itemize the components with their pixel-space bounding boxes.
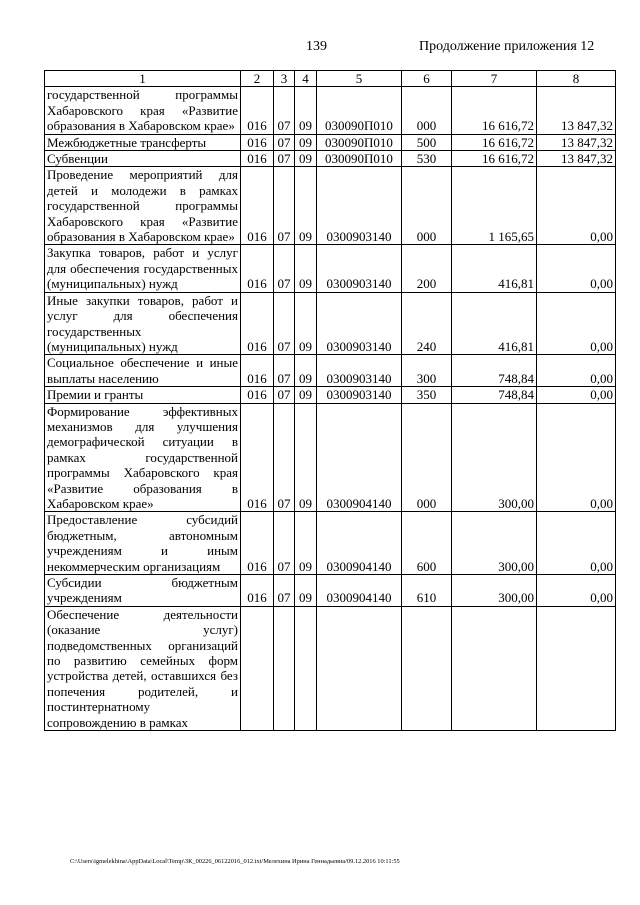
target-article-cell: 0300903140 [317, 355, 402, 387]
table-row [45, 512, 616, 575]
subsection-code-cell: 09 [295, 245, 317, 292]
target-article-cell: 0300903140 [317, 245, 402, 292]
expense-type-cell [402, 606, 452, 730]
table-row [45, 355, 616, 387]
planned-amount-cell: 416,81 [452, 292, 537, 355]
expenditure-name-cell: Премии и гранты [45, 387, 241, 403]
table-row [45, 575, 616, 607]
expenditure-name-cell: Формирование эффективных механизмов для улучшения демографической ситуации в рамках государственной программы Хабаровского края «Развитие образования в Хабаровском крае» [45, 403, 241, 512]
target-article-cell: 0300903140 [317, 292, 402, 355]
expenditure-name-cell: Закупка товаров, работ и услуг для обеспечения государственных (муниципальных) нужд [45, 245, 241, 292]
expenditure-name-cell: государственной программы Хабаровского края «Развитие образования в Хабаровском крае» [45, 87, 241, 134]
executed-amount-cell: 0,00 [537, 387, 616, 403]
section-code-cell: 07 [274, 575, 295, 607]
target-article-cell: 0300904140 [317, 403, 402, 512]
column-number: 5 [317, 71, 402, 87]
table-body [45, 71, 616, 731]
section-code-cell: 07 [274, 87, 295, 134]
target-article-cell: 0300904140 [317, 575, 402, 607]
ministry-code-cell: 016 [241, 87, 274, 134]
ministry-code-cell: 016 [241, 151, 274, 167]
planned-amount-cell: 416,81 [452, 245, 537, 292]
expense-type-cell: 200 [402, 245, 452, 292]
column-number: 1 [45, 71, 241, 87]
column-number: 8 [537, 71, 616, 87]
target-article-cell: 030090П010 [317, 134, 402, 150]
expense-type-cell: 000 [402, 403, 452, 512]
target-article-cell [317, 606, 402, 730]
footer-file-path: C:\Users\igmelekhina\AppData\Local\Temp\ЗК_00226_06122016_012.txt/Мелехина Ирина Геннадьевна/09.12.2016 10:11:55 [70, 858, 400, 865]
expense-type-cell: 530 [402, 151, 452, 167]
planned-amount-cell: 300,00 [452, 512, 537, 575]
section-code-cell: 07 [274, 403, 295, 512]
section-code-cell: 07 [274, 134, 295, 150]
planned-amount-cell: 16 616,72 [452, 151, 537, 167]
page-number: 139 [306, 39, 327, 54]
column-number: 6 [402, 71, 452, 87]
ministry-code-cell: 016 [241, 403, 274, 512]
executed-amount-cell: 0,00 [537, 403, 616, 512]
expenditure-name-cell: Обеспечение деятельности (оказание услуг) подведомственных организаций по развитию семейных форм устройства детей, оставшихся без попечения родителей, и постинтернатному сопровождению в рамках [45, 606, 241, 730]
target-article-cell: 0300903140 [317, 167, 402, 245]
expenditure-name-cell: Межбюджетные трансферты [45, 134, 241, 150]
table-row [45, 87, 616, 134]
column-number: 3 [274, 71, 295, 87]
table-row [45, 387, 616, 403]
executed-amount-cell: 13 847,32 [537, 151, 616, 167]
subsection-code-cell: 09 [295, 167, 317, 245]
expense-type-cell: 000 [402, 167, 452, 245]
table-row [45, 606, 616, 730]
section-code-cell: 07 [274, 512, 295, 575]
planned-amount-cell: 16 616,72 [452, 87, 537, 134]
executed-amount-cell: 0,00 [537, 292, 616, 355]
planned-amount-cell: 300,00 [452, 403, 537, 512]
table-row [45, 403, 616, 512]
section-code-cell: 07 [274, 292, 295, 355]
executed-amount-cell [537, 606, 616, 730]
table-row [45, 292, 616, 355]
target-article-cell: 030090П010 [317, 151, 402, 167]
table-row [45, 134, 616, 150]
expense-type-cell: 000 [402, 87, 452, 134]
expenditure-name-cell: Субвенции [45, 151, 241, 167]
subsection-code-cell: 09 [295, 151, 317, 167]
ministry-code-cell: 016 [241, 512, 274, 575]
executed-amount-cell: 0,00 [537, 245, 616, 292]
executed-amount-cell: 13 847,32 [537, 87, 616, 134]
expense-type-cell: 350 [402, 387, 452, 403]
ministry-code-cell: 016 [241, 292, 274, 355]
subsection-code-cell: 09 [295, 387, 317, 403]
ministry-code-cell: 016 [241, 355, 274, 387]
expenditure-name-cell: Субсидии бюджетным учреждениям [45, 575, 241, 607]
column-number-row [45, 71, 616, 87]
ministry-code-cell: 016 [241, 134, 274, 150]
target-article-cell: 030090П010 [317, 87, 402, 134]
ministry-code-cell: 016 [241, 245, 274, 292]
planned-amount-cell [452, 606, 537, 730]
column-number: 7 [452, 71, 537, 87]
target-article-cell: 0300904140 [317, 512, 402, 575]
executed-amount-cell: 0,00 [537, 355, 616, 387]
planned-amount-cell: 300,00 [452, 575, 537, 607]
subsection-code-cell: 09 [295, 403, 317, 512]
planned-amount-cell: 748,84 [452, 387, 537, 403]
section-code-cell: 07 [274, 387, 295, 403]
section-code-cell: 07 [274, 245, 295, 292]
expense-type-cell: 300 [402, 355, 452, 387]
expenditure-name-cell: Предоставление субсидий бюджетным, автономным учреждениям и иным некоммерческим организациям [45, 512, 241, 575]
subsection-code-cell: 09 [295, 134, 317, 150]
subsection-code-cell: 09 [295, 292, 317, 355]
expense-type-cell: 600 [402, 512, 452, 575]
expense-type-cell: 500 [402, 134, 452, 150]
table-row [45, 167, 616, 245]
subsection-code-cell: 09 [295, 355, 317, 387]
subsection-code-cell [295, 606, 317, 730]
table-row [45, 245, 616, 292]
executed-amount-cell: 13 847,32 [537, 134, 616, 150]
ministry-code-cell [241, 606, 274, 730]
expenditure-name-cell: Иные закупки товаров, работ и услуг для обеспечения государственных (муниципальных) нужд [45, 292, 241, 355]
expenditure-name-cell: Социальное обеспечение и иные выплаты населению [45, 355, 241, 387]
section-code-cell [274, 606, 295, 730]
subsection-code-cell: 09 [295, 512, 317, 575]
expense-type-cell: 610 [402, 575, 452, 607]
section-code-cell: 07 [274, 167, 295, 245]
ministry-code-cell: 016 [241, 167, 274, 245]
executed-amount-cell: 0,00 [537, 575, 616, 607]
appendix-continuation-title: Продолжение приложения 12 [419, 39, 595, 54]
executed-amount-cell: 0,00 [537, 512, 616, 575]
column-number: 2 [241, 71, 274, 87]
ministry-code-cell: 016 [241, 575, 274, 607]
ministry-code-cell: 016 [241, 387, 274, 403]
planned-amount-cell: 748,84 [452, 355, 537, 387]
section-code-cell: 07 [274, 355, 295, 387]
section-code-cell: 07 [274, 151, 295, 167]
expenditure-name-cell: Проведение мероприятий для детей и молодежи в рамках государственной программы Хабаровского края «Развитие образования в Хабаровском крае» [45, 167, 241, 245]
planned-amount-cell: 16 616,72 [452, 134, 537, 150]
subsection-code-cell: 09 [295, 575, 317, 607]
subsection-code-cell: 09 [295, 87, 317, 134]
planned-amount-cell: 1 165,65 [452, 167, 537, 245]
column-number: 4 [295, 71, 317, 87]
executed-amount-cell: 0,00 [537, 167, 616, 245]
table-row [45, 151, 616, 167]
budget-table [44, 70, 616, 731]
expense-type-cell: 240 [402, 292, 452, 355]
target-article-cell: 0300903140 [317, 387, 402, 403]
